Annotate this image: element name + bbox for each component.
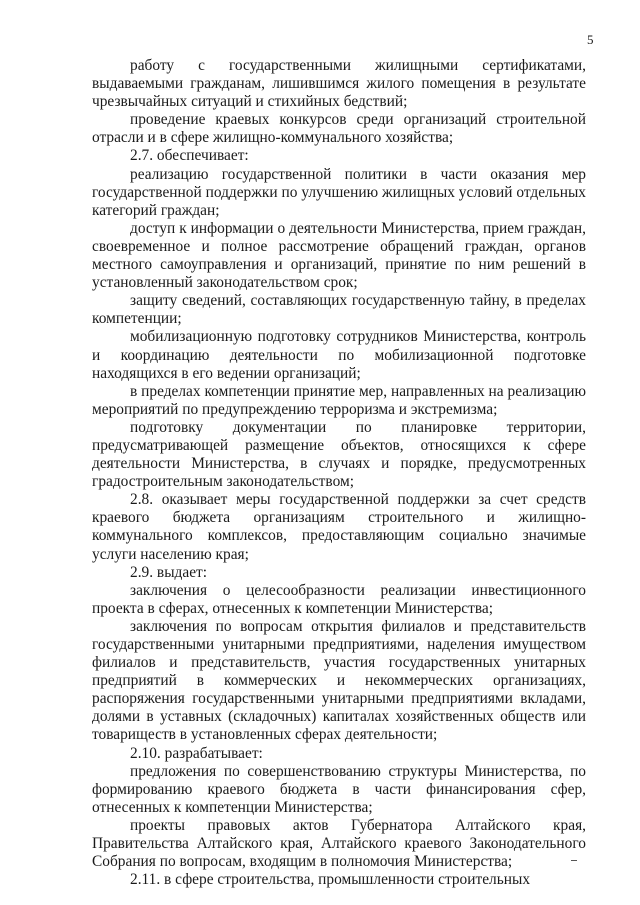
paragraph: работу с государственными жилищными сертификатами, выдаваемыми гражданам, лишившимся жилого помещения в результате чрезвычайных ситуаций и стихийных бедствий; — [92, 57, 586, 111]
page-number: 5 — [587, 32, 594, 47]
paragraph: проекты правовых актов Губернатора Алтайского края, Правительства Алтайского края, Алтайского краевого Законодательного Собрания по вопросам, входящим в полномочия Министерства; — [92, 816, 586, 871]
paragraph: проведение краевых конкурсов среди организаций строительной отрасли и в сфере жилищно-коммунального хозяйства; — [92, 111, 586, 147]
paragraph: 2.8. оказывает меры государственной поддержки за счет средств краевого бюджета организациям строительного и жилищно-коммунального комплексов, предоставляющим социально значимые услуги населению края; — [92, 491, 586, 563]
document-body — [92, 57, 586, 889]
paragraph: защиту сведений, составляющих государственную тайну, в пределах компетенции; — [92, 292, 586, 328]
paragraph: реализацию государственной политики в части оказания мер государственной поддержки по улучшению жилищных условий отдельных категорий граждан; — [92, 165, 586, 219]
paragraph: подготовку документации по планировке территории, предусматривающей размещение объектов, относящихся к сфере деятельности Министерства, в случаях и порядке, предусмотренных градостроительным законодательством; — [92, 418, 586, 491]
section-heading: 2.7. обеспечивает: — [130, 147, 249, 165]
section-heading: 2.9. выдает: — [130, 563, 208, 581]
paragraph: 2.11. в сфере строительства, промышленности строительных — [130, 871, 531, 889]
paragraph: в пределах компетенции принятие мер, направленных на реализацию мероприятий по предупреждению терроризма и экстремизма; — [92, 382, 586, 418]
corner-mark — [571, 860, 577, 861]
paragraph: заключения по вопросам открытия филиалов и представительств государственными унитарными предприятиями, наделения имуществом филиалов и представительств, участия государственных унитарных предприятий в коммерческих и некоммерческих организациях, распоряжения государственными унитарными предприятиями вкладами, долями в уставных (складочных) капиталах хозяйственных обществ или товариществ в установленных сферах деятельности; — [92, 617, 586, 744]
paragraph: доступ к информации о деятельности Министерства, прием граждан, своевременное и полное рассмотрение обращений граждан, органов местного самоуправления и организаций, принятие по ним решений в установленный законодательством срок; — [92, 219, 586, 292]
section-heading: 2.10. разрабатывает: — [130, 744, 263, 762]
paragraph: предложения по совершенствованию структуры Министерства, по формированию краевого бюджета в части финансирования сфер, отнесенных к компетенции Министерства; — [92, 762, 586, 816]
paragraph: заключения о целесообразности реализации инвестиционного проекта в сферах, отнесенных к компетенции Министерства; — [92, 581, 586, 617]
paragraph: мобилизационную подготовку сотрудников Министерства, контроль и координацию деятельности по мобилизационной подготовке находящихся в его ведении организаций; — [92, 328, 586, 382]
